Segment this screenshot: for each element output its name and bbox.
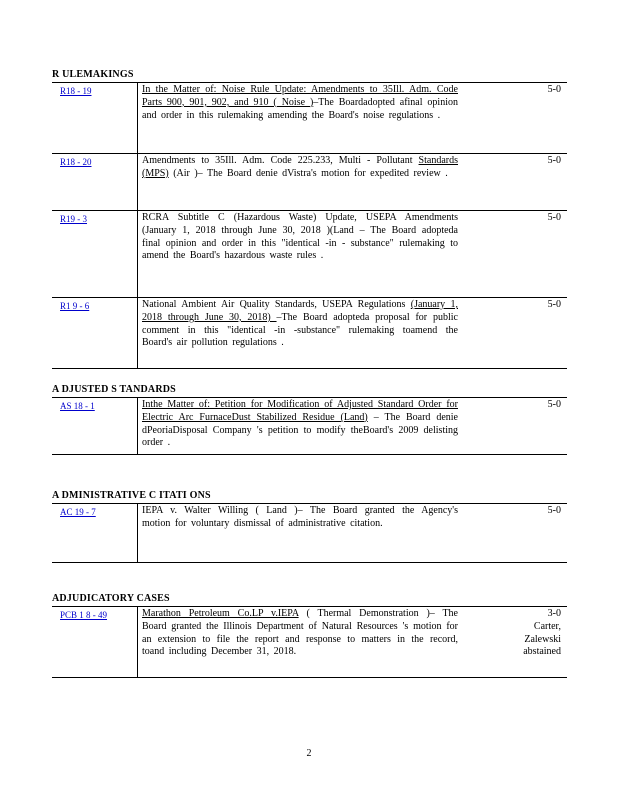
section-administrative-citations	[52, 489, 567, 563]
docket-link[interactable]: AS 18 - 1	[60, 401, 95, 411]
matter-title: Inthe Matter of: Petition for Modification of Adjusted Standard Order for Electric Arc FurnaceDust Stabilized Residue (Land)	[142, 399, 458, 423]
column-divider	[137, 83, 138, 153]
column-divider	[137, 154, 138, 210]
row-description: IEPA v. Walter Willing ( Land )– The Board granted the Agency's motion for voluntary dismissal of administrative citation.	[142, 505, 458, 529]
vote-count: 3-0 Carter, Zalewski abstained	[523, 608, 561, 658]
row-description: RCRA Subtitle C (Hazardous Waste) Update, USEPA Amendments (January 1, 2018 through June 30, 2018 )(Land – The Board adopteda final opinion and order in this "identical -in - substance" rulemaking to amend the Board's hazardous waste rules .	[142, 212, 458, 262]
table-row	[52, 398, 567, 455]
matter-summary: –The Boardadopted afinal opinion and order in this rulemaking amending the Board's noise regulations .	[142, 96, 458, 121]
matter-summary: –The Board adopteda proposal for public comment in this "identical -in -substance" rulemaking toamend the Board's air pollution regulations .	[142, 311, 458, 349]
vote-count: 5-0	[547, 299, 561, 310]
column-divider	[137, 298, 138, 368]
docket-link[interactable]: R18 - 19	[60, 86, 92, 96]
column-divider	[137, 504, 138, 562]
docket-link[interactable]: R1 9 - 6	[60, 301, 90, 311]
column-divider	[137, 607, 138, 677]
vote-count: 5-0	[547, 84, 561, 95]
row-description	[142, 299, 458, 350]
matter-summary: ( Thermal Demonstration )– The Board granted the Illinois Department of Natural Resources 's motion for an extension to file the report and response to matters in the record, toand including December 31, 2018.	[142, 608, 458, 658]
matter-title: National Ambient Air Quality Standards, USEPA Regulations	[142, 299, 411, 310]
section-adjusted-standards	[52, 383, 567, 455]
column-divider	[137, 211, 138, 297]
section-heading: A DMINISTRATIVE C ITATI ONS	[52, 489, 567, 504]
page-number: 2	[306, 748, 312, 759]
section-heading: A DJUSTED S TANDARDS	[52, 383, 567, 398]
section-rulemakings	[52, 68, 567, 369]
matter-title: Amendments to 35Ill. Adm. Code 225.233, Multi - Pollutant	[142, 155, 419, 166]
matter-title-suffix: Noise )	[276, 96, 314, 108]
docket-link[interactable]: R19 - 3	[60, 214, 87, 224]
table-row	[52, 154, 567, 211]
matter-summary: (Air )– The Board denie dVistra's motion for expedited review .	[168, 167, 448, 179]
matter-summary: – The Board denie dPeoriaDisposal Company 's petition to modify theBoard's 2009 delisting order .	[142, 411, 458, 449]
column-divider	[137, 398, 138, 454]
row-description	[142, 608, 458, 659]
matter-title-underlined: (January 1, 2018 through June 30, 2018)	[142, 299, 458, 323]
docket-link[interactable]: PCB 1 8 - 49	[60, 610, 108, 620]
docket-link[interactable]: R18 - 20	[60, 157, 92, 167]
row-description	[142, 84, 458, 122]
table-row	[52, 211, 567, 298]
matter-title-underlined: Standards (MPS)	[142, 155, 458, 179]
section-adjudicatory-cases	[52, 592, 567, 678]
section-heading: ADJUDICATORY CASES	[52, 592, 567, 607]
section-heading: R ULEMAKINGS	[52, 68, 567, 83]
row-description	[142, 155, 458, 181]
row-description	[142, 399, 458, 450]
vote-count: 5-0	[547, 212, 561, 223]
table-row	[52, 504, 567, 563]
vote-count: 5-0	[547, 155, 561, 166]
table-row	[52, 83, 567, 154]
docket-link[interactable]: AC 19 - 7	[60, 507, 96, 517]
table-row	[52, 607, 567, 678]
vote-count: 5-0	[547, 505, 561, 516]
matter-title: In the Matter of: Noise Rule Update: Amendments to 35Ill. Adm. Code Parts 900, 901, 902, and 910 (	[142, 84, 458, 108]
table-row	[52, 298, 567, 369]
matter-title: Marathon Petroleum Co.LP v.IEPA	[142, 608, 299, 619]
vote-count: 5-0	[547, 399, 561, 410]
